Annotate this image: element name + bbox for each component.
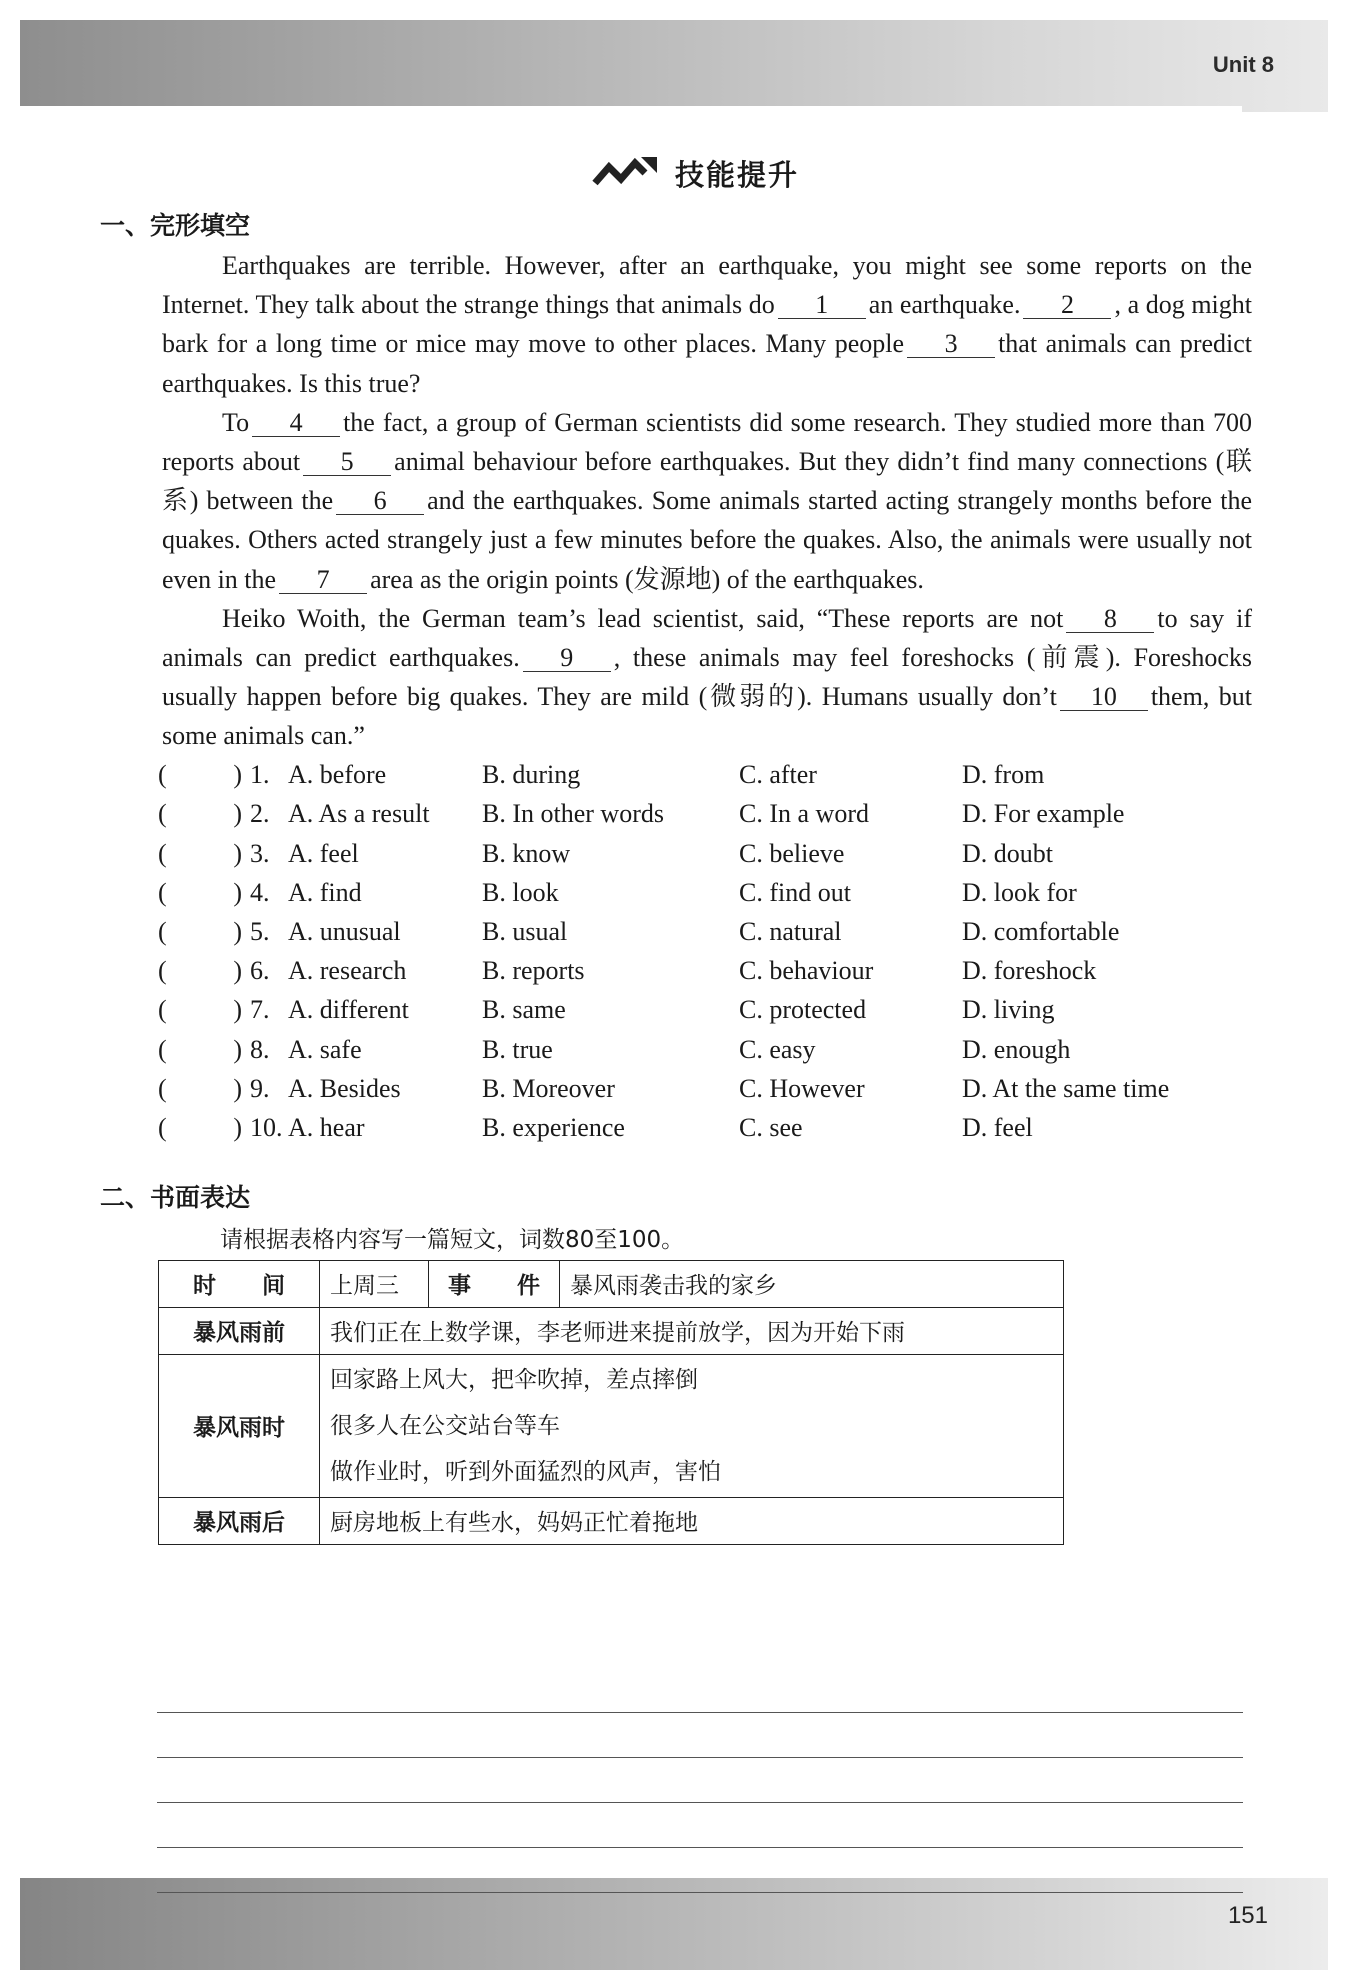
option-c: C. protected — [739, 995, 867, 1025]
option-a: A. hear — [288, 1112, 365, 1142]
table-row — [159, 1354, 1064, 1497]
passage-text: and the earthquakes. Some animals started acting strangely months before the quakes. Others acted strangely just a few minutes before the quakes. Also, the animals were usually not even in the — [162, 486, 1253, 594]
passage-text: To — [222, 407, 250, 437]
cloze-heading: 一、完形填空 — [100, 211, 251, 240]
passage-text: area as the origin points (发源地) of the earthquakes. — [370, 564, 924, 594]
question-number: 5. — [250, 916, 270, 946]
before-value: 我们正在上数学课，李老师进来提前放学，因为开始下雨 — [320, 1307, 1064, 1354]
table-row — [159, 1260, 1064, 1307]
passage-text: Earthquakes are terrible. However, after an earthquake, you might see some reports on the Internet. They talk about the strange things that animals do — [162, 251, 1252, 320]
passage-text: them, but some animals can.” — [162, 682, 1253, 751]
option-b: B. same — [482, 995, 566, 1025]
option-d: D. foreshock — [962, 956, 1097, 986]
option-b: B. usual — [482, 916, 568, 946]
paragraph-2 — [162, 403, 1252, 599]
answer-paren[interactable]: ( ) — [158, 995, 242, 1025]
event-value: 暴风雨袭击我的家乡 — [560, 1260, 1064, 1307]
option-c: C. find out — [739, 877, 851, 907]
during-values — [320, 1354, 1064, 1497]
passage-text: Heiko Woith, the German team’s lead scientist, said, “These reports are not — [222, 603, 1064, 633]
answer-paren[interactable]: ( ) — [158, 1112, 242, 1142]
paragraph-3 — [162, 599, 1252, 756]
question-number: 9. — [250, 1073, 270, 1103]
time-label: 时 间 — [159, 1260, 320, 1307]
writing-heading: 二、书面表达 — [100, 1182, 251, 1212]
answer-paren[interactable]: ( ) — [158, 877, 242, 907]
passage-text: to say if animals can predict earthquakes. — [162, 603, 1253, 673]
question-list — [158, 756, 1250, 1148]
option-a: A. unusual — [288, 916, 401, 946]
page-title: 技能提升 — [674, 157, 799, 192]
question-number: 7. — [250, 995, 270, 1025]
option-c: C. behaviour — [739, 956, 874, 986]
passage-text: the fact, a group of German scientists did some research. They studied more than 700 reports about — [162, 407, 1252, 477]
option-b: B. reports — [482, 956, 585, 986]
passage-text: animal behaviour before earthquakes. But they didn’t find many connections (联系) between the — [162, 447, 1252, 516]
during-item: 回家路上风大，把伞吹掉，差点摔倒 — [330, 1366, 698, 1393]
content — [100, 140, 1253, 1545]
blank-5[interactable]: 5 — [303, 448, 391, 476]
answer-paren[interactable]: ( ) — [158, 916, 242, 946]
paragraph-1 — [162, 246, 1252, 403]
section-title — [140, 140, 1250, 206]
answer-paren[interactable]: ( ) — [158, 1073, 242, 1103]
blank-8[interactable]: 8 — [1066, 605, 1154, 633]
option-c: C. In a word — [739, 799, 869, 829]
after-value: 厨房地板上有些水，妈妈正忙着拖地 — [320, 1497, 1064, 1544]
question-row — [158, 756, 1250, 795]
answer-paren[interactable]: ( ) — [158, 799, 242, 829]
blank-9[interactable]: 9 — [523, 644, 611, 672]
after-label: 暴风雨后 — [159, 1497, 320, 1544]
during-item: 做作业时，听到外面猛烈的风声，害怕 — [330, 1458, 721, 1485]
question-number: 2. — [250, 799, 270, 829]
question-row — [158, 1108, 1250, 1147]
passage-text: , a dog might bark for a long time or mice may move to other places. Many people — [162, 290, 1252, 359]
option-b: B. true — [482, 1034, 553, 1064]
table-row — [159, 1497, 1064, 1544]
table-row — [159, 1307, 1064, 1354]
question-number: 8. — [250, 1034, 270, 1064]
option-c: C. easy — [739, 1034, 816, 1064]
during-label: 暴风雨时 — [159, 1354, 320, 1497]
option-b: B. know — [482, 838, 571, 868]
blank-2[interactable]: 2 — [1023, 291, 1111, 319]
answer-paren[interactable]: ( ) — [158, 838, 242, 868]
blank-1[interactable]: 1 — [778, 291, 866, 319]
blank-10[interactable]: 10 — [1060, 683, 1148, 711]
during-item: 很多人在公交站台等车 — [330, 1412, 560, 1439]
question-row — [158, 795, 1250, 834]
before-label: 暴风雨前 — [159, 1307, 320, 1354]
option-d: D. At the same time — [962, 1073, 1170, 1103]
event-label: 事 件 — [429, 1260, 560, 1307]
option-c: C. believe — [739, 838, 845, 868]
option-a: A. Besides — [288, 1073, 401, 1103]
blank-4[interactable]: 4 — [252, 409, 340, 437]
question-number: 4. — [250, 877, 270, 907]
option-b: B. In other words — [482, 799, 664, 829]
answer-line[interactable] — [157, 1803, 1243, 1848]
answer-line[interactable] — [157, 1758, 1243, 1803]
answer-paren[interactable]: ( ) — [158, 956, 242, 986]
option-c: C. see — [739, 1112, 803, 1142]
writing-instruction: 请根据表格内容写一篇短文，词数80至100。 — [220, 1226, 685, 1253]
answer-line[interactable] — [157, 1848, 1243, 1893]
option-a: A. safe — [288, 1034, 362, 1064]
option-a: A. find — [288, 877, 362, 907]
option-b: B. during — [482, 760, 581, 790]
option-d: D. living — [962, 995, 1055, 1025]
option-d: D. doubt — [962, 838, 1053, 868]
option-a: A. As a result — [288, 799, 430, 829]
question-number: 3. — [250, 838, 270, 868]
option-d: D. For example — [962, 799, 1125, 829]
blank-3[interactable]: 3 — [907, 330, 995, 358]
option-d: D. feel — [962, 1112, 1033, 1142]
question-row — [158, 1069, 1250, 1108]
blank-6[interactable]: 6 — [336, 487, 424, 515]
passage-text: , these animals may feel foreshocks (前震). Foreshocks usually happen before big quakes. They are mild (微弱的). Humans usually don’t — [162, 643, 1253, 712]
option-b: B. experience — [482, 1112, 625, 1142]
info-table — [158, 1260, 1064, 1545]
option-a: A. feel — [288, 838, 359, 868]
question-row — [158, 1030, 1250, 1069]
question-number: 6. — [250, 956, 270, 986]
option-d: D. look for — [962, 877, 1077, 907]
question-row — [158, 912, 1250, 951]
blank-7[interactable]: 7 — [279, 566, 367, 594]
answer-line[interactable] — [157, 1713, 1243, 1758]
option-c: C. after — [739, 760, 817, 790]
option-c: C. natural — [739, 916, 842, 946]
option-d: D. enough — [962, 1034, 1071, 1064]
question-number: 1. — [250, 760, 270, 790]
passage-text: an earthquake. — [868, 290, 1021, 320]
question-row — [158, 991, 1250, 1030]
answer-line[interactable] — [157, 1668, 1243, 1713]
option-a: A. different — [288, 995, 409, 1025]
question-number: 10. — [250, 1112, 283, 1142]
answer-paren[interactable]: ( ) — [158, 760, 242, 790]
option-b: B. look — [482, 877, 559, 907]
question-row — [158, 834, 1250, 873]
option-d: D. from — [962, 760, 1045, 790]
question-row — [158, 952, 1250, 991]
passage-text: that animals can predict earthquakes. Is this true? — [162, 329, 1252, 398]
option-d: D. comfortable — [962, 916, 1120, 946]
option-a: A. research — [288, 956, 407, 986]
unit-label: Unit 8 — [1212, 52, 1274, 77]
top-gray-band — [20, 20, 1328, 112]
question-row — [158, 873, 1250, 912]
answer-paren[interactable]: ( ) — [158, 1034, 242, 1064]
option-a: A. before — [288, 760, 387, 790]
time-value: 上周三 — [320, 1260, 429, 1307]
option-b: B. Moreover — [482, 1073, 615, 1103]
option-c: C. However — [739, 1073, 865, 1103]
trend-up-zigzag-icon — [591, 153, 661, 194]
cloze-passage — [162, 246, 1252, 756]
answer-lines[interactable] — [157, 1668, 1243, 1893]
page-number: 151 — [1227, 1902, 1268, 1929]
